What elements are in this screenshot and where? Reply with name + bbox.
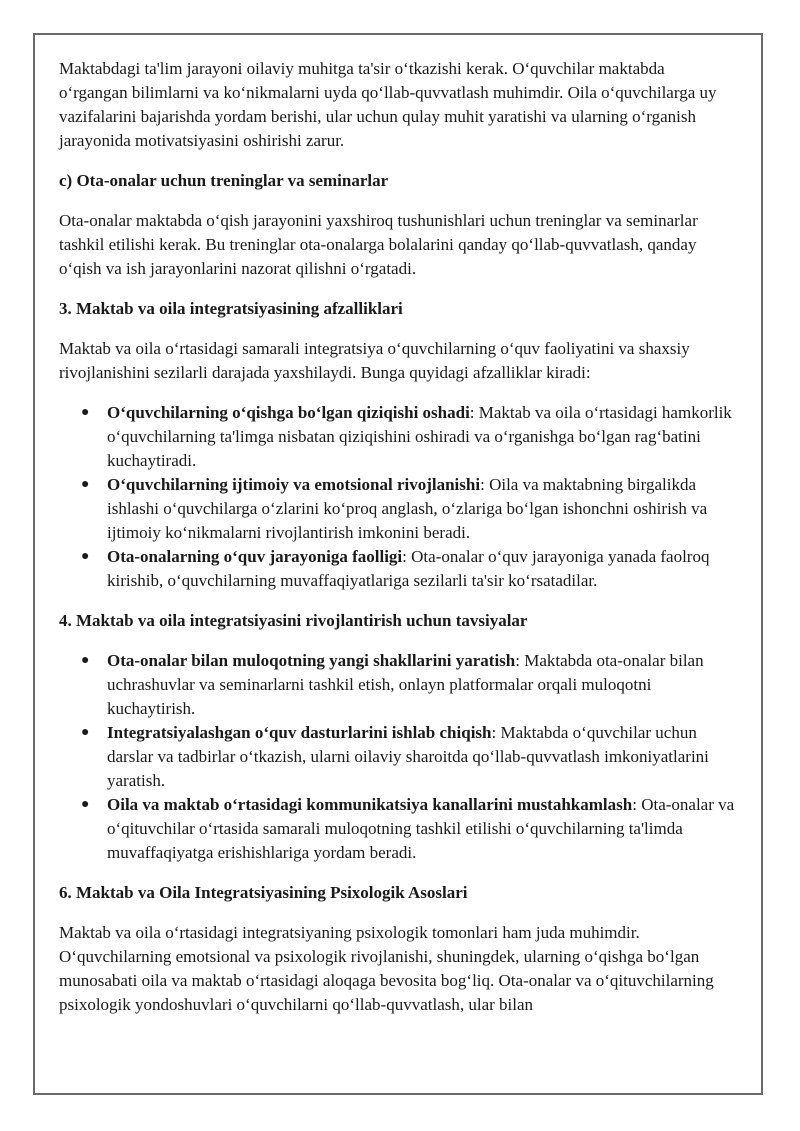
list-item-text: : Maktabda oʻquvchilar uchun darslar va tadbirlar oʻtkazish, ularni oilaviy sharoitda qoʻllab-quvvatlash imkoniyatlarini yaratish.: [107, 723, 709, 790]
list-item-title: Ota-onalar bilan muloqotning yangi shakllarini yaratish: [107, 651, 516, 670]
bullet-icon: ●: [81, 405, 90, 420]
section-heading-3: 3. Maktab va oila integratsiyasining afzalliklari: [59, 299, 403, 318]
list-item-text: : Maktab va oila oʻrtasidagi hamkorlik oʻquvchilarning ta'limga nisbatan qiziqishini oshiradi va oʻrganishga boʻlgan ragʻbatini kuchaytiradi.: [107, 403, 732, 470]
paragraph-benefits: Maktab va oila oʻrtasidagi samarali integratsiya oʻquvchilarning oʻquv faoliyatini va shaxsiy rivojlanishini sezilarli darajada yaxshilaydi. Bunga quyidagi afzalliklar kiradi:: [59, 339, 690, 382]
list-item-title: Ota-onalarning oʻquv jarayoniga faolligi: [107, 547, 403, 566]
list-item-title: Integratsiyalashgan oʻquv dasturlarini ishlab chiqish: [107, 723, 492, 742]
section-heading-4: 4. Maktab va oila integratsiyasini rivojlantirish uchun tavsiyalar: [59, 611, 528, 630]
bullet-icon: ●: [81, 477, 90, 492]
list-item-text: : Oila va maktabning birgalikda ishlashi oʻquvchilarga oʻzlarini koʻproq anglash, oʻzlariga boʻlgan ishonchni oshirish va ijtimoiy koʻnikmalarni rivojlantirish imkonini beradi.: [107, 475, 708, 542]
bullet-icon: ●: [81, 725, 90, 740]
list-item: [81, 545, 735, 593]
list-item: [81, 721, 735, 793]
document-body: [59, 57, 735, 1033]
section-heading-c: c) Ota-onalar uchun treninglar va seminarlar: [59, 171, 389, 190]
paragraph-intro: Maktabdagi ta'lim jarayoni oilaviy muhitga ta'sir oʻtkazishi kerak. Oʻquvchilar maktabda oʻrgangan bilimlarni va koʻnikmalarni uyda qoʻllab-quvvatlash muhimdir. Oila oʻquvchilarga uy vazifalarini bajarishda yordam berishi, ular uchun qulay muhit yaratishi va ularning oʻrganish jarayonida motivatsiyasini oshirishi zarur.: [59, 59, 717, 150]
list-item-text: : Ota-onalar oʻquv jarayoniga yanada faolroq kirishib, oʻquvchilarning muvaffaqiyatlariga sezilarli ta'sir koʻrsatadilar.: [107, 547, 710, 590]
list-item-text: : Maktabda ota-onalar bilan uchrashuvlar va seminarlarni tashkil etish, onlayn platformalar orqali muloqotni kuchaytirish.: [107, 651, 704, 718]
paragraph-psychology: Maktab va oila oʻrtasidagi integratsiyaning psixologik tomonlari ham juda muhimdir. Oʻquvchilarning emotsional va psixologik rivojlanishi, shuningdek, ularning oʻqishga boʻlgan munosabati oila va maktab oʻrtasidagi aloqaga bevosita bogʻliq. Ota-onalar va oʻqituvchilarning psixologik yondoshuvlari oʻquvchilarni qoʻllab-quvvatlash, ular bilan: [59, 923, 714, 1014]
list-item-title: Oʻquvchilarning ijtimoiy va emotsional rivojlanishi: [107, 475, 481, 494]
list-item: [81, 649, 735, 721]
bullet-icon: ●: [81, 797, 90, 812]
list-item: [81, 793, 735, 865]
section-heading-6: 6. Maktab va Oila Integratsiyasining Psixologik Asoslari: [59, 883, 468, 902]
paragraph-trainings: Ota-onalar maktabda oʻqish jarayonini yaxshiroq tushunishlari uchun treninglar va seminarlar tashkil etilishi kerak. Bu treninglar ota-onalarga bolalarini qanday qoʻllab-quvvatlash, qanday oʻqish va ish jarayonlarini nazorat qilishni oʻrgatadi.: [59, 211, 698, 278]
list-item-title: Oʻquvchilarning oʻqishga boʻlgan qiziqishi oshadi: [107, 403, 470, 422]
bullet-icon: ●: [81, 549, 90, 564]
recommendations-list: [59, 649, 735, 865]
list-item: [81, 473, 735, 545]
list-item-title: Oila va maktab oʻrtasidagi kommunikatsiya kanallarini mustahkamlash: [107, 795, 633, 814]
list-item: [81, 401, 735, 473]
bullet-icon: ●: [81, 653, 90, 668]
page-frame: [33, 33, 763, 1095]
benefits-list: [59, 401, 735, 593]
list-item-text: : Ota-onalar va oʻqituvchilar oʻrtasida samarali muloqotning tashkil etilishi oʻquvchilarning ta'limda muvaffaqiyatga erishishlariga yordam beradi.: [107, 795, 735, 862]
